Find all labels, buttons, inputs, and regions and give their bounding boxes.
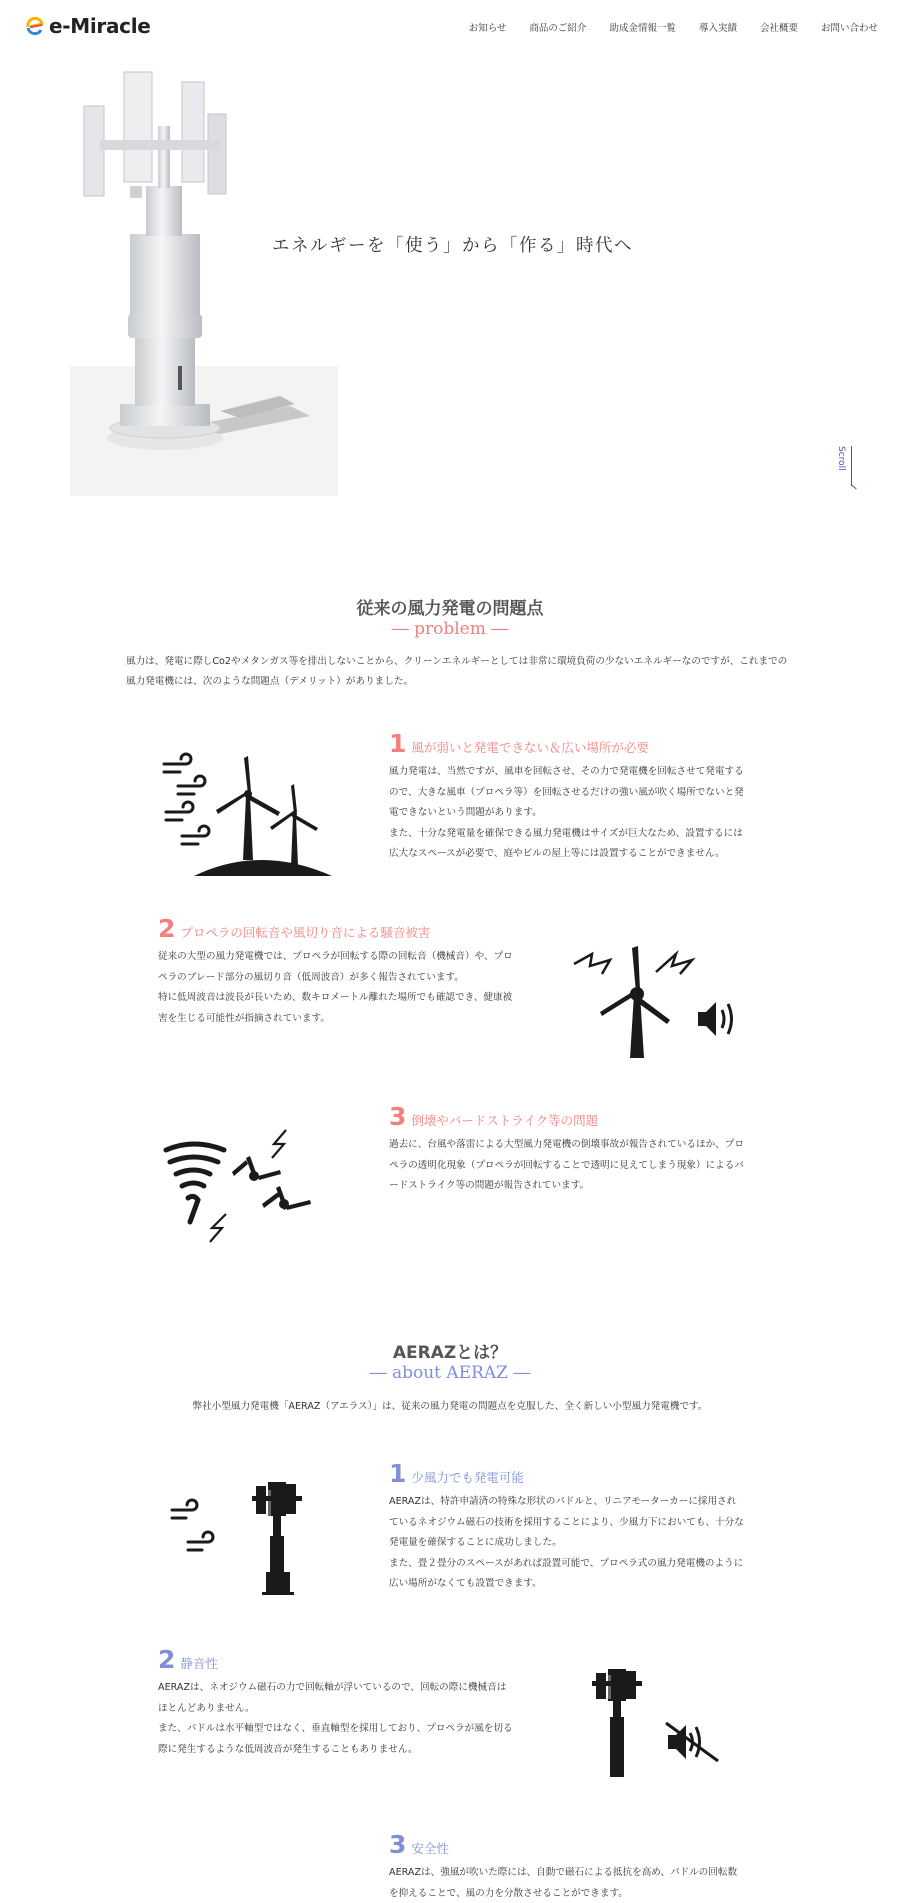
mute-speaker-icon — [666, 1723, 718, 1761]
body-line: 風力発電は、当然ですが、風車を回転させ、その力で発電機を回転させて発電する — [389, 766, 744, 777]
item-title: 静音性 — [180, 1656, 218, 1671]
problem-intro — [126, 652, 787, 692]
item-title: 少風力でも発電可能 — [411, 1470, 524, 1485]
scroll-label: Scroll — [836, 446, 846, 471]
intro-line: 風力発電機には、次のような問題点（デメリット）がありました。 — [126, 676, 414, 687]
body-line: ペラの透明化現象（プロペラが回転することで透明に見えてしまう現象）によるバ — [389, 1159, 744, 1171]
about-title: AERAZとは？ — [392, 1343, 508, 1363]
body-line: ほとんどありません。 — [158, 1702, 255, 1714]
wind-gust-icon — [164, 754, 209, 844]
speaker-icon — [698, 1002, 716, 1036]
item-number: 3 — [389, 1102, 407, 1131]
scroll-indicator[interactable] — [836, 446, 860, 490]
item-number: 3 — [389, 1830, 407, 1859]
item-number: 2 — [158, 914, 176, 943]
problem-item-1 — [389, 730, 744, 865]
problem-item-3 — [389, 1103, 744, 1197]
item-title: 安全性 — [411, 1841, 449, 1856]
scroll-line — [851, 446, 852, 486]
about-item-1 — [389, 1460, 744, 1595]
broken-turbine-icon — [232, 1156, 311, 1210]
item-title: プロペラの回転音や風切り音による騒音被害 — [180, 925, 431, 940]
about-intro: 弊社小型風力発電機「AERAZ（アエラス）」は、従来の風力発電の問題点を克服した、全く新しい小型風力発電機です。 — [192, 1401, 708, 1412]
body-line: 発電量を確保することに成功しました。 — [389, 1537, 562, 1548]
storm-illustration — [160, 1128, 338, 1246]
body-line: ので、大きな風車（プロペラ等）を回転させるだけの強い風が吹く場所でないと発 — [389, 786, 744, 798]
body-line: ているネオジウム磁石の技術を採用することにより、少風力下においても、十分な — [389, 1516, 744, 1528]
body-line: AERAZは、ネオジウム磁石の力で回転軸が浮いているので、回転の際に機械音は — [158, 1682, 507, 1693]
about-item-2 — [158, 1646, 513, 1760]
body-line: を抑えることで、風の力を分散させることができます。 — [389, 1887, 628, 1899]
turbine-small-icon — [270, 784, 318, 866]
nav-news[interactable]: お知らせ — [468, 23, 507, 34]
tornado-icon — [166, 1144, 224, 1222]
nav-company[interactable]: 会社概要 — [759, 23, 798, 34]
logo[interactable] — [24, 14, 151, 38]
problem-subtitle: ― problem ― — [391, 619, 509, 639]
turbine-noise-illustration — [572, 940, 740, 1060]
body-line: 特に低周波音は波長が長いため、数キロメートル離れた場所でも確認でき、健康被 — [158, 992, 513, 1003]
main-nav — [446, 20, 878, 34]
body-line: 広い場所がなくても設置できます。 — [389, 1578, 542, 1589]
body-line: AERAZは、強風が吹いた際には、自動で磁石による抵抗を高め、パドルの回転数 — [389, 1867, 738, 1878]
wind-turbines-illustration — [160, 752, 338, 878]
hero-tagline: エネルギーを「使う」から「作る」時代へ — [272, 236, 633, 256]
item-body — [389, 762, 744, 865]
body-line: また、畳２畳分のスペースがあれば設置可能で、プロペラ式の風力発電機のように — [389, 1557, 744, 1569]
nav-contact[interactable]: お問い合わせ — [820, 23, 878, 34]
item-body — [158, 947, 513, 1029]
about-subtitle: ― about AERAZ ― — [369, 1363, 531, 1383]
turbine-large-icon — [216, 756, 280, 860]
logo-text: e-Miracle — [49, 14, 151, 38]
body-line: 電できないという問題があります。 — [389, 807, 542, 818]
intro-line: 風力は、発電に際しCo2やメタンガス等を排出しないことから、クリーンエネルギーとしては非常に環境負荷の少ないエネルギーなのですが、これまでの — [126, 656, 788, 667]
item-body — [389, 1863, 737, 1903]
item-title: 倒壊やバードストライク等の問題 — [411, 1113, 599, 1128]
site-header — [0, 0, 900, 56]
item-body — [389, 1135, 744, 1197]
body-line: 害を生じる可能性が指摘されています。 — [158, 1012, 330, 1024]
logo-mark-icon — [24, 15, 46, 37]
item-number: 1 — [389, 1459, 407, 1488]
aeraz-turbine-icon — [592, 1669, 642, 1777]
hero-turbine-image — [70, 66, 338, 496]
item-body — [158, 1678, 513, 1760]
aeraz-low-wind-illustration — [168, 1480, 318, 1596]
aeraz-silent-illustration — [586, 1665, 726, 1781]
item-number: 1 — [389, 729, 407, 758]
nav-products[interactable]: 商品のご紹介 — [529, 23, 587, 34]
body-line: AERAZは、特許申請済の特殊な形状のパドルと、リニアモーターカーに採用され — [389, 1496, 737, 1507]
item-number: 2 — [158, 1645, 176, 1674]
body-line: ペラのブレード部分の風切り音（低周波音）が多く報告されています。 — [158, 971, 464, 983]
body-line: 広大なスペースが必要で、庭やビルの屋上等には設置することができません。 — [389, 848, 725, 859]
item-title: 風が弱いと発電できない＆広い場所が必要 — [411, 740, 649, 755]
turbine-icon — [600, 946, 670, 1058]
body-line: 従来の大型の風力発電機では、プロペラが回転する際の回転音（機械音）や、プロ — [158, 951, 513, 962]
body-line: 際に発生するような低周波音が発生することもありません。 — [158, 1743, 418, 1755]
body-line: また、パドルは水平軸型ではなく、垂直軸型を採用しており、プロペラが風を切る — [158, 1723, 513, 1734]
item-body — [389, 1492, 744, 1595]
body-line: また、十分な発電量を確保できる風力発電機はサイズが巨大なため、設置するには — [389, 827, 743, 839]
about-item-3 — [389, 1831, 737, 1903]
problem-title: 従来の風力発電の問題点 — [356, 599, 544, 619]
problem-item-2 — [158, 915, 513, 1029]
scroll-arrow-icon — [851, 484, 857, 489]
wind-gust-icon — [172, 1500, 213, 1550]
body-line: 過去に、台風や落雷による大型風力発電機の倒壊事故が報告されているほか、プロ — [389, 1139, 744, 1150]
body-line: ードストライク等の問題が報告されています。 — [389, 1180, 590, 1191]
nav-cases[interactable]: 導入実績 — [698, 23, 737, 34]
aeraz-turbine-icon — [252, 1482, 302, 1595]
nav-subsidies[interactable]: 助成金情報一覧 — [609, 23, 676, 34]
